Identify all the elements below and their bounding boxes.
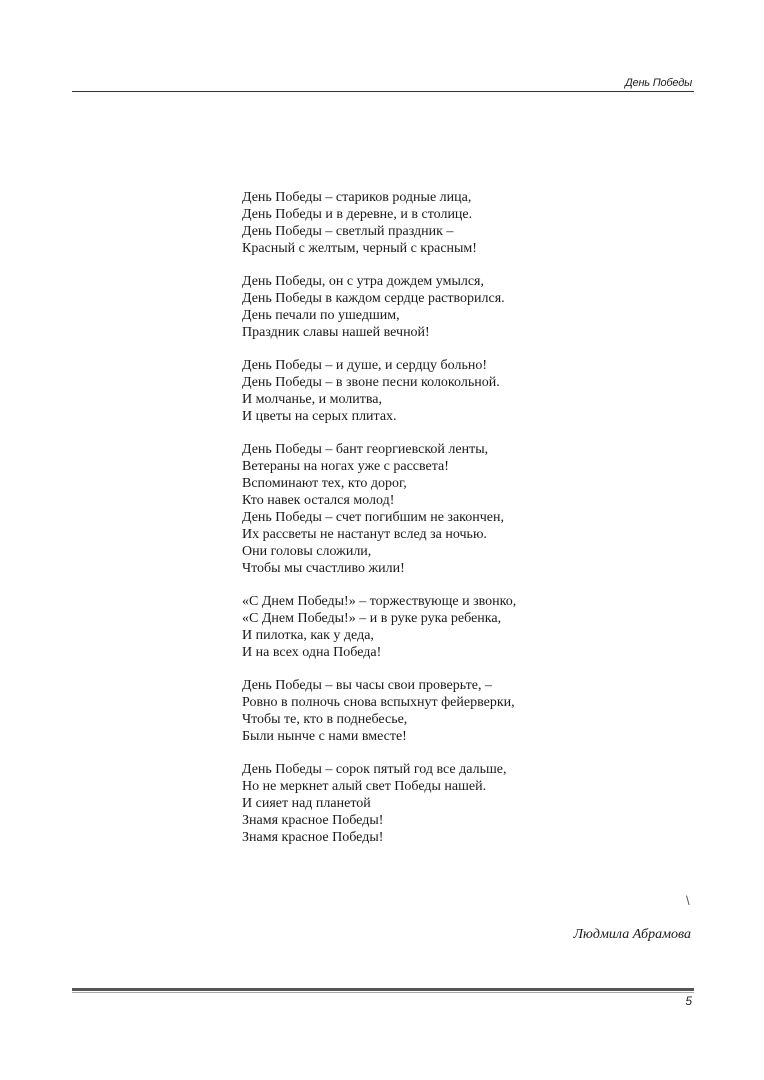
poem-line: Кто навек остался молод!: [242, 493, 395, 508]
poem-line: День Победы, он с утра дождем умылся,: [242, 274, 484, 289]
poem-line: День Победы – вы часы свои проверьте, –: [242, 678, 492, 693]
poem-line: «С Днем Победы!» – и в руке рука ребенка,: [242, 611, 502, 626]
poem-line: День Победы – стариков родные лица,: [242, 190, 472, 205]
poem-line: День Победы и в деревне, и в столице.: [242, 207, 473, 222]
poem-line: Красный с желтым, черный с красным!: [242, 241, 477, 256]
poem-line: Знамя красное Победы!: [242, 813, 384, 828]
header-rule: [72, 91, 694, 92]
footer-rule-thin: [72, 992, 694, 993]
poem-line: День Победы – светлый праздник –: [242, 224, 454, 239]
footer-rule: [72, 988, 694, 991]
poem-line: Ветераны на ногах уже с рассвета!: [242, 459, 449, 474]
poem-line: День Победы – и душе, и сердцу больно!: [242, 358, 488, 373]
poem-line: Праздник славы нашей вечной!: [242, 325, 430, 340]
poem-line: Чтобы мы счастливо жили!: [242, 561, 405, 576]
poem-line: Ровно в полночь снова вспыхнут фейерверки,: [242, 695, 515, 710]
poem-line: Но не меркнет алый свет Победы нашей.: [242, 779, 487, 794]
poem: [242, 189, 642, 862]
poem-line: День Победы – в звоне песни колокольной.: [242, 375, 500, 390]
stanza: [242, 273, 642, 341]
stanza: [242, 441, 642, 577]
poem-line: Их рассветы не настанут вслед за ночью.: [242, 527, 487, 542]
stanza: [242, 761, 642, 846]
poem-line: И на всех одна Победа!: [242, 645, 382, 660]
running-header-title: День Победы: [624, 77, 692, 89]
stanza: [242, 189, 642, 257]
poem-line: Знамя красное Победы!: [242, 830, 384, 845]
stray-mark: \: [686, 893, 690, 908]
poem-line: Вспоминают тех, кто дорог,: [242, 476, 407, 491]
poem-line: День Победы – счет погибшим не закончен,: [242, 510, 504, 525]
poem-line: Чтобы те, кто в поднебесье,: [242, 712, 408, 727]
poem-line: И пилотка, как у деда,: [242, 628, 374, 643]
poem-line: День Победы в каждом сердце растворился.: [242, 291, 505, 306]
stanza: [242, 677, 642, 745]
poem-line: «С Днем Победы!» – торжествующе и звонко,: [242, 594, 517, 609]
author-signature: Людмила Абрамова: [573, 927, 691, 942]
poem-line: Были нынче с нами вместе!: [242, 729, 407, 744]
poem-line: И цветы на серых плитах.: [242, 409, 397, 424]
poem-line: И молчанье, и молитва,: [242, 392, 383, 407]
stanza: [242, 593, 642, 661]
stanza: [242, 357, 642, 425]
poem-line: День Победы – бант георгиевской ленты,: [242, 442, 489, 457]
poem-line: День печали по ушедшим,: [242, 308, 400, 323]
poem-line: И сияет над планетой: [242, 796, 371, 811]
poem-line: Они головы сложили,: [242, 544, 372, 559]
poem-line: День Победы – сорок пятый год все дальше,: [242, 762, 507, 777]
page-number: 5: [685, 994, 692, 1008]
